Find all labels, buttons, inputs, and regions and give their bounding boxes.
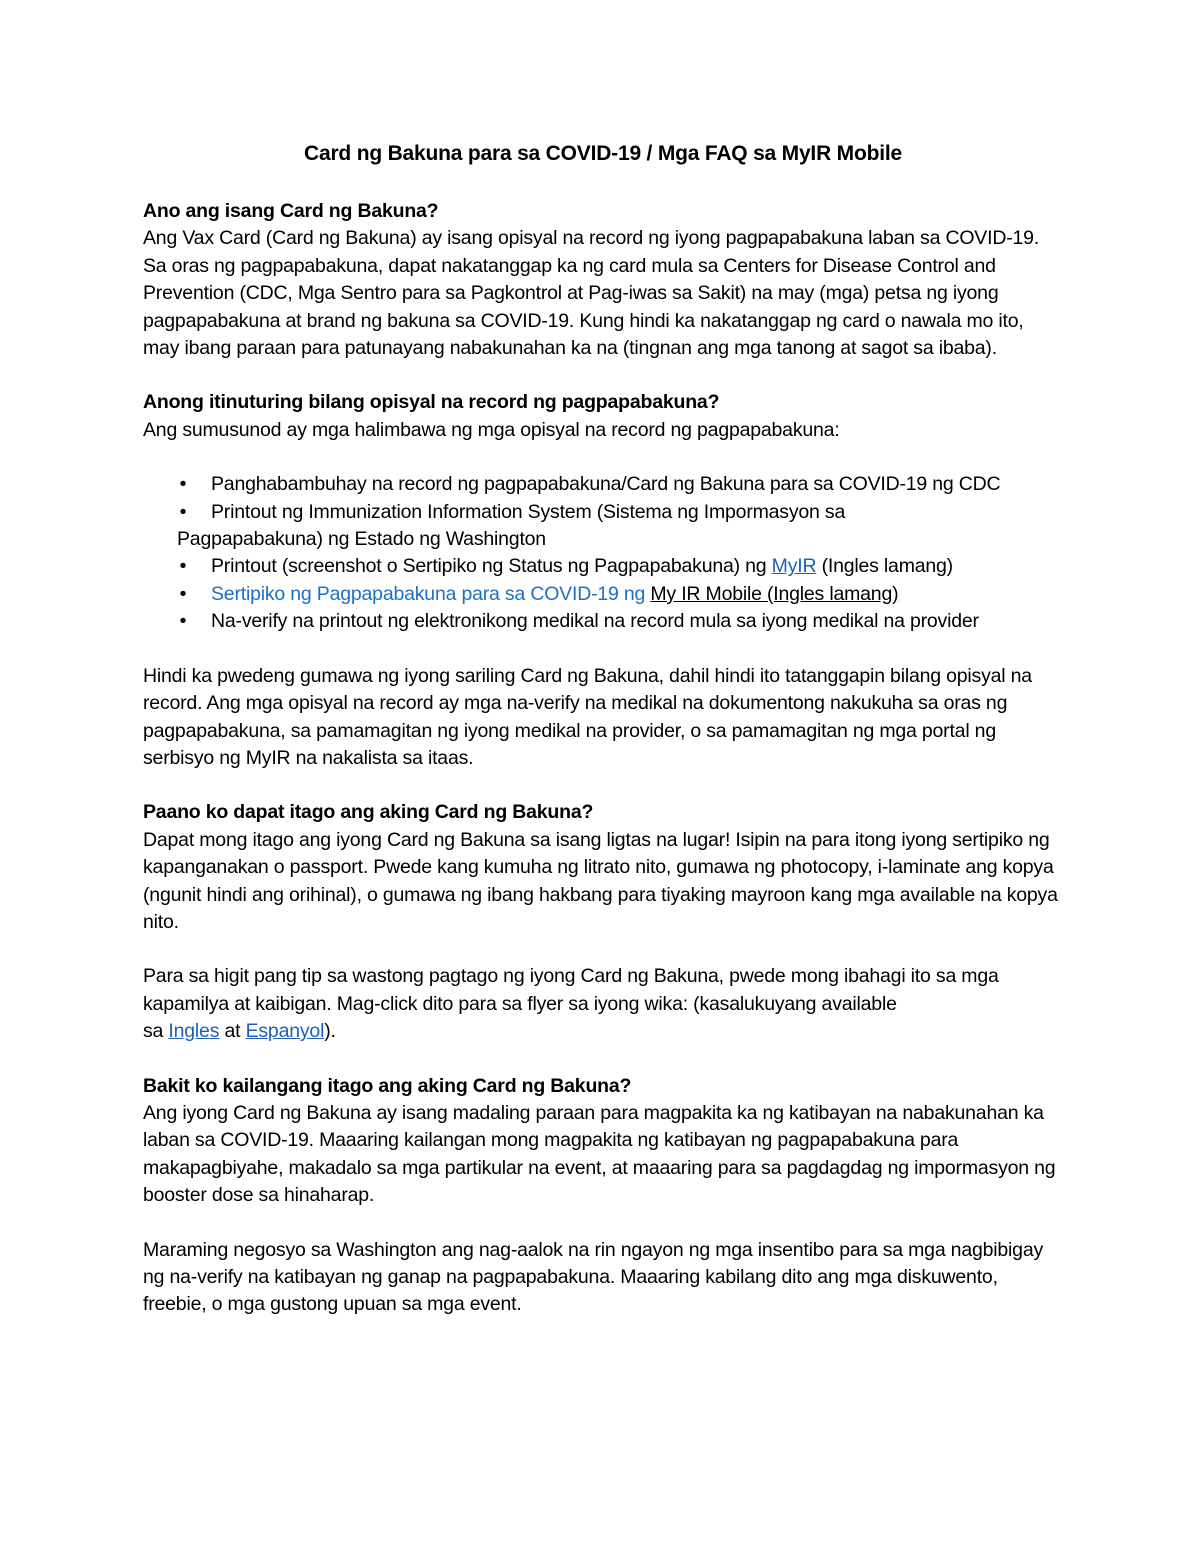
paragraph-text: ). <box>324 1020 336 1043</box>
section-paragraph: Hindi ka pwedeng gumawa ng iyong sariling Card ng Bakuna, dahil hindi ito tatanggapin bilang opisyal na record. Ang mga opisyal na record ay mga na-verify na medikal na dokumentong nakukuha sa oras ng pagpapabakuna, sa pamamagitan ng iyong medikal na provider, o sa pamamagitan ng mga portal ng serbisyo ng MyIR na nakalista sa itaas. <box>143 664 1032 769</box>
list-item-text: (Ingles lamang) <box>816 555 953 578</box>
section-paragraph: Ang iyong Card ng Bakuna ay isang madaling paraan para magpakita ka ng katibayan na nabakunahan ka laban sa COVID-19. Maaaring kailangan mong magpakita ng katibayan ng pagpapabakuna para makapagbiyahe, makadalo sa mga partikular na event, at maaaring para sa pagdagdag ng impormasyon ng booster dose sa hinaharap. <box>143 1101 1056 1207</box>
section-intro: Ang sumusunod ay mga halimbawa ng mga opisyal na record ng pagpapabakuna: <box>143 418 840 441</box>
list-item-text: Printout (screenshot o Sertipiko ng Status ng Pagpapabakuna) ng <box>211 555 772 578</box>
certificate-link-text[interactable]: Sertipiko ng Pagpapabakuna para sa COVID-19 ng <box>211 582 651 605</box>
section-official-records <box>143 389 1063 772</box>
bullet-icon: • <box>179 582 187 605</box>
section-paragraph <box>143 963 1063 1045</box>
bullet-icon: • <box>179 555 187 578</box>
espanyol-link[interactable]: Espanyol <box>245 1020 325 1043</box>
list-item <box>143 581 1063 608</box>
section-how-to-store-card <box>143 799 1063 936</box>
bullet-icon: • <box>179 610 187 633</box>
bullet-icon: • <box>179 500 187 523</box>
section-paragraph: Ang Vax Card (Card ng Bakuna) ay isang opisyal na record ng iyong pagpapabakuna laban sa COVID-19. Sa oras ng pagpapabakuna, dapat nakatanggap ka ng card mula sa Centers for Disease Control and Prevention (CDC, Mga Sentro para sa Pagkontrol at Pag-iwas sa Sakit) na may (mga) petsa ng iyong pagpapabakuna at brand ng bakuna sa COVID-19. Kung hindi ka nakatanggap ng card o nawala mo ito, may ibang paraan para patunayang nabakunahan ka na (tingnan ang mga tanong at sagot sa ibaba). <box>143 227 1040 360</box>
section-what-is-vaccine-card <box>143 198 1063 362</box>
list-item <box>143 499 1063 554</box>
list-item-text: Na-verify na printout ng elektronikong medikal na record mula sa iyong medikal na provider <box>211 610 979 633</box>
ingles-link[interactable]: Ingles <box>168 1020 220 1043</box>
myir-mobile-link[interactable]: My IR Mobile (Ingles lamang) <box>650 582 899 605</box>
document-page <box>143 140 1063 1346</box>
list-item <box>143 553 1063 580</box>
records-list <box>143 471 1063 635</box>
bullet-icon: • <box>179 473 187 496</box>
list-item <box>143 471 1063 498</box>
myir-link[interactable]: MyIR <box>771 555 817 578</box>
section-paragraph: Dapat mong itago ang iyong Card ng Bakuna sa isang ligtas na lugar! Isipin na para itong iyong sertipiko ng kapanganakan o passport. Pwede kang kumuha ng litrato nito, gumawa ng photocopy, i-laminate ang kopya (ngunit hindi ang orihinal), o gumawa ng ibang hakbang para tiyaking mayroon kang mga available na kopya nito. <box>143 828 1058 933</box>
list-item <box>143 608 1063 635</box>
section-incentives <box>143 1237 1063 1319</box>
list-item-text: Printout ng Immunization Information System (Sistema ng Impormasyon sa <box>211 500 846 523</box>
paragraph-text: at <box>219 1020 246 1043</box>
section-heading: Paano ko dapat itago ang aking Card ng Bakuna? <box>143 801 594 824</box>
list-item-text: Panghabambuhay na record ng pagpapabakuna/Card ng Bakuna para sa COVID-19 ng CDC <box>211 473 1001 496</box>
section-paragraph: Maraming negosyo sa Washington ang nag-aalok na rin ngayon ng mga insentibo para sa mga nagbibigay ng na-verify na katibayan ng ganap na pagpapabakuna. Maaaring kabilang dito ang mga diskuwento, freebie, o mga gustong upuan sa mga event. <box>143 1238 1044 1316</box>
section-heading: Anong itinuturing bilang opisyal na record ng pagpapabakuna? <box>143 391 720 414</box>
section-why-keep-card <box>143 1073 1063 1210</box>
paragraph-text: Para sa higit pang tip sa wastong pagtago ng iyong Card ng Bakuna, pwede mong ibahagi ito sa mga kapamilya at kaibigan. Mag-click dito para sa flyer sa iyong wika: (kasalukuyang available <box>143 965 999 1015</box>
section-flyer-tips <box>143 963 1063 1045</box>
section-heading: Ano ang isang Card ng Bakuna? <box>143 200 439 222</box>
list-item-text-continued: Pagpapabakuna) ng Estado ng Washington <box>177 528 546 551</box>
section-heading: Bakit ko kailangang itago ang aking Card ng Bakuna? <box>143 1074 632 1097</box>
paragraph-text: sa <box>143 1020 169 1043</box>
document-title: Card ng Bakuna para sa COVID-19 / Mga FAQ sa MyIR Mobile <box>304 142 902 165</box>
